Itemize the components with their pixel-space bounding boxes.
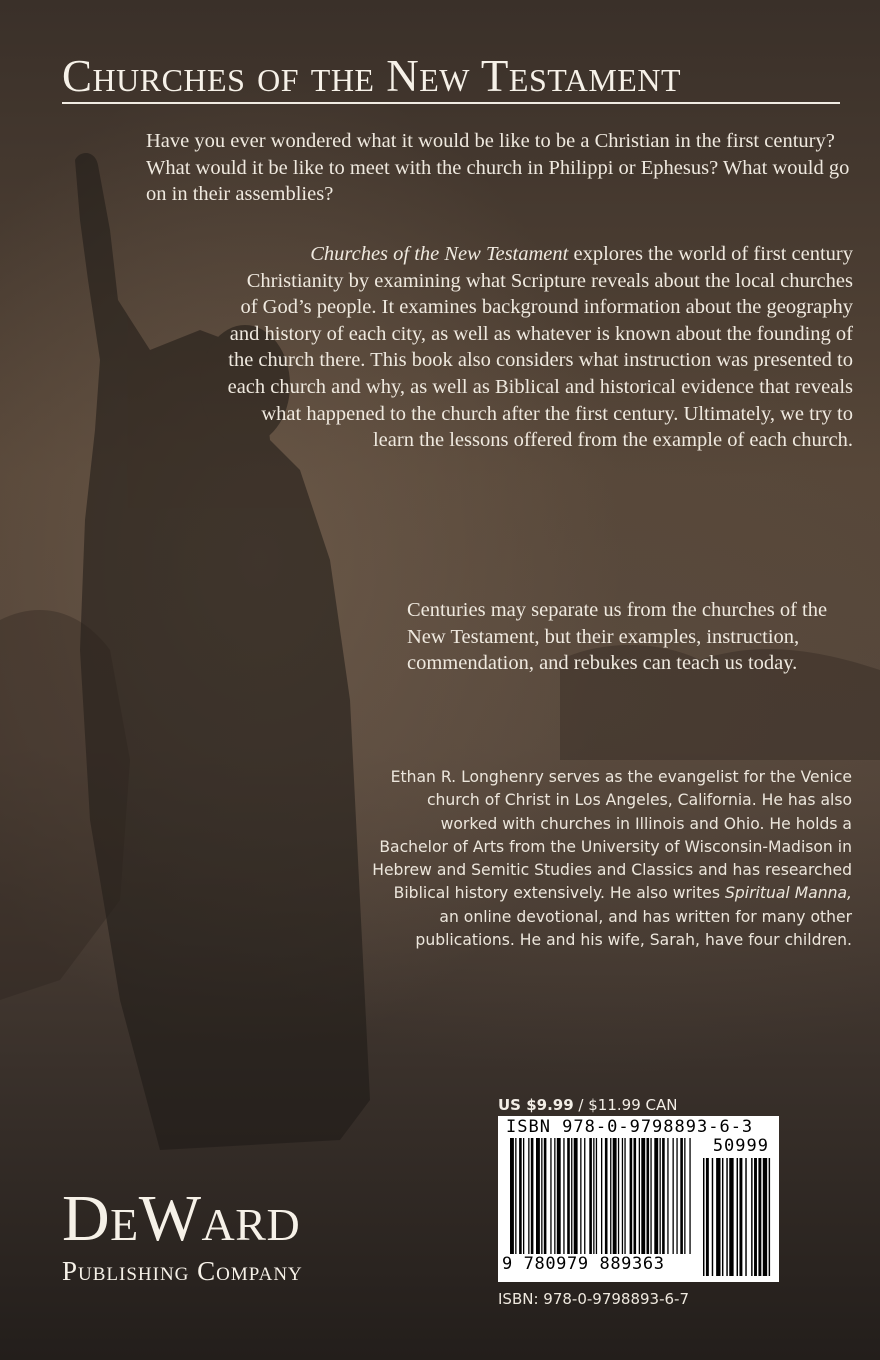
barcode-digits: 9 780979 889363 bbox=[502, 1254, 665, 1274]
barcode-isbn-label: ISBN 978-0-9798893-6-3 bbox=[506, 1117, 754, 1137]
price-label bbox=[498, 1096, 677, 1114]
isbn-footer: ISBN: 978-0-9798893-6-7 bbox=[498, 1290, 689, 1308]
bio-text-after: an online devotional, and has written for many other publications. He and his wife, Sarah, have four children. bbox=[415, 907, 852, 950]
price-can: $11.99 CAN bbox=[588, 1096, 678, 1114]
publisher-logo-name: DeWard bbox=[62, 1182, 301, 1255]
author-bio bbox=[372, 766, 852, 952]
closing-paragraph: Centuries may separate us from the churches of the New Testament, but their examples, instruction, commendation, and rebukes can teach us today. bbox=[407, 599, 828, 675]
description-paragraph bbox=[227, 241, 853, 454]
barcode-price-code: 50999 bbox=[712, 1136, 769, 1156]
title-underline bbox=[62, 102, 840, 104]
description-italic-title: Churches of the New Testament bbox=[310, 243, 569, 265]
intro-paragraph: Have you ever wondered what it would be like to be a Christian in the first century? What would it be like to meet with the church in Philippi or Ephesus? What would go on in their assemblies? bbox=[146, 130, 850, 206]
bio-text-before: Ethan R. Longhenry serves as the evangelist for the Venice church of Christ in Los Angeles, California. He has also worked with churches in Illinois and Ohio. He holds a Bachelor of Arts from the University of Wisconsin-Madison in Hebrew and Semitic Studies and Classics and has researched Biblical history extensively. He also writes bbox=[372, 768, 852, 903]
description-text: explores the world of first century Christianity by examining what Scripture reveals about the local churches of God’s people. It examines background information about the geography and history of each city, as well as whatever is known about the founding of the church there. This book also considers what instruction was presented to each church and why, as well as Biblical and historical evidence that reveals what happened to the church after the first century. Ultimately, we try to learn the lessons offered from the example of each church. bbox=[227, 243, 853, 452]
price-us: US $9.99 bbox=[498, 1096, 574, 1114]
publisher-logo-subtitle: Publishing Company bbox=[62, 1256, 303, 1286]
price-separator: / bbox=[573, 1096, 589, 1114]
barcode-block bbox=[498, 1116, 779, 1282]
book-title: Churches of the New Testament bbox=[62, 51, 681, 101]
bio-italic-title: Spiritual Manna, bbox=[724, 884, 852, 903]
